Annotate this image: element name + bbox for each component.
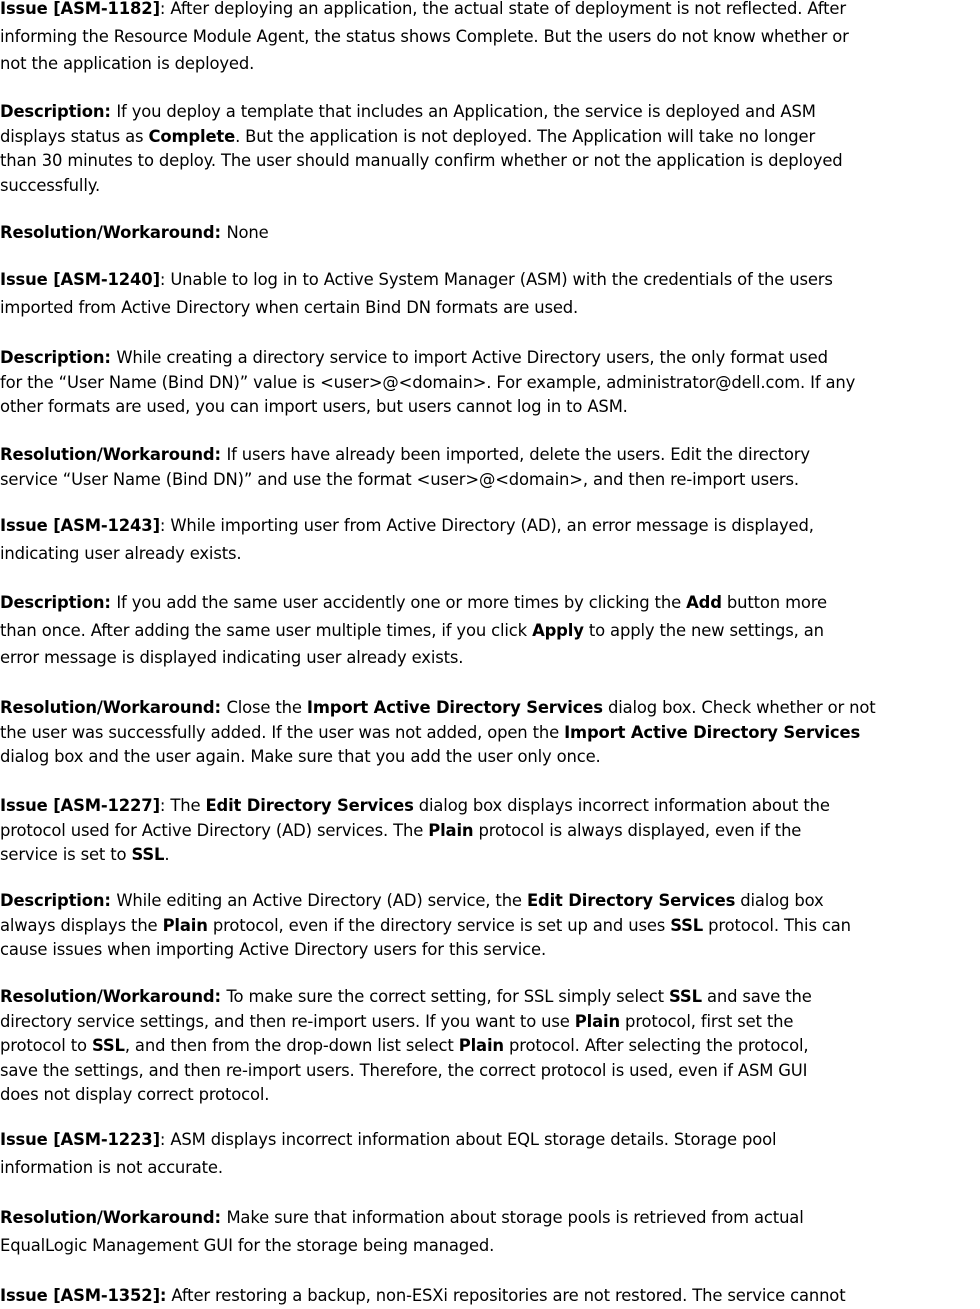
text-run: protocol. After selecting the protocol, [503, 1036, 809, 1055]
bold-text-run: Import Active Directory Services [306, 698, 603, 717]
text-line [0, 174, 980, 199]
text-run: protocol used for Active Directory (AD) services. The [0, 820, 429, 840]
text-line [0, 819, 980, 844]
text-run: . [164, 845, 170, 864]
bold-text-run: Issue [ASM-1227] [0, 796, 160, 815]
description-paragraph [0, 100, 980, 198]
text-line [0, 514, 980, 542]
bold-text-run: Plain [458, 1036, 504, 1055]
text-run: : Unable to log in to Active System Manager (ASM) with the credentials of the users [159, 270, 833, 289]
bold-text-run: Issue [ASM-1182] [0, 0, 160, 18]
text-line [0, 25, 980, 53]
text-line [0, 125, 980, 150]
text-run: information is not accurate. [0, 1157, 223, 1177]
text-run: displays status as [0, 126, 149, 146]
text-line [0, 221, 980, 246]
text-run: Close the [226, 698, 307, 717]
text-run: service is set to [0, 845, 132, 864]
text-run: If you add the same user accidently one or more times by clicking the [116, 593, 687, 612]
text-line [0, 1156, 980, 1184]
text-line [0, 346, 980, 371]
bold-text-run: Description: [0, 891, 117, 910]
issue-asm-1352-paragraph [0, 1284, 980, 1309]
text-run: : While importing user from Active Directory (AD), an error message is displayed, [159, 516, 814, 535]
text-line [0, 794, 980, 819]
resolution-paragraph [0, 221, 980, 246]
issue-asm-1182-paragraph [0, 0, 980, 80]
bold-text-run: Plain [428, 820, 474, 840]
text-line [0, 468, 980, 493]
resolution-paragraph [0, 985, 980, 1108]
text-run: not the application is deployed. [0, 54, 255, 73]
text-line [0, 619, 980, 647]
text-line [0, 0, 980, 25]
text-line [0, 443, 980, 468]
resolution-paragraph [0, 696, 980, 770]
bold-text-run: Complete [148, 126, 236, 146]
text-run: If users have already been imported, delete the users. Edit the directory [226, 445, 810, 464]
text-line [0, 985, 980, 1010]
text-run: EqualLogic Management GUI for the storage being managed. [0, 1235, 495, 1255]
text-run: While creating a directory service to import Active Directory users, the only format used [116, 348, 828, 367]
bold-text-run: Edit Directory Services [526, 891, 736, 910]
text-line [0, 1206, 980, 1234]
text-line [0, 52, 980, 80]
bold-text-run: Edit Directory Services [205, 796, 414, 815]
text-line [0, 843, 980, 868]
text-line [0, 296, 980, 324]
text-line [0, 395, 980, 420]
text-run: : After deploying an application, the actual state of deployment is not reflected. After [159, 0, 846, 18]
text-run: than 30 minutes to deploy. The user should manually confirm whether or not the application is deployed [0, 151, 843, 170]
text-run: dialog box. Check whether or not [602, 698, 876, 717]
description-paragraph [0, 889, 980, 963]
text-run: directory service settings, and then re-import users. If you want to use [0, 1011, 575, 1031]
text-line [0, 591, 980, 619]
text-run: After restoring a backup, non-ESXi repositories are not restored. The service cannot [166, 1286, 846, 1305]
text-run: successfully. [0, 175, 101, 195]
text-run: service “User Name (Bind DN)” and use the format <user>@<domain>, and then re-import users. [0, 469, 799, 489]
bold-text-run: Import Active Directory Services [564, 722, 861, 742]
text-line [0, 100, 980, 125]
bold-text-run: Issue [ASM-1240] [0, 270, 160, 289]
text-line [0, 1010, 980, 1035]
text-run: cause issues when importing Active Directory users for this service. [0, 940, 547, 959]
text-line [0, 149, 980, 174]
text-run: To make sure the correct setting, for SSL simply select [226, 987, 670, 1006]
text-run: button more [721, 593, 827, 612]
text-run: does not display correct protocol. [0, 1085, 270, 1104]
bold-text-run: Resolution/Workaround: [0, 987, 227, 1006]
issue-asm-1240-paragraph [0, 268, 980, 323]
text-run: , and then from the drop-down list select [124, 1036, 459, 1055]
bold-text-run: Resolution/Workaround: [0, 698, 227, 717]
bold-text-run: SSL [669, 987, 702, 1006]
text-run: protocol. This can [703, 915, 851, 935]
text-line [0, 542, 980, 570]
text-run: the user was successfully added. If the user was not added, open the [0, 722, 565, 742]
bold-text-run: Resolution/Workaround: [0, 445, 227, 464]
text-run: imported from Active Directory when certain Bind DN formats are used. [0, 297, 579, 317]
text-run: Make sure that information about storage pools is retrieved from actual [226, 1208, 804, 1227]
text-run: . But the application is not deployed. The Application will take no longer [235, 126, 816, 146]
bold-text-run: Issue [ASM-1243] [0, 516, 160, 535]
bold-text-run: Description: [0, 348, 117, 367]
text-run: : The [159, 796, 206, 815]
bold-text-run: Add [686, 593, 722, 612]
text-line [0, 696, 980, 721]
text-run: protocol, first set the [620, 1011, 794, 1031]
text-line [0, 889, 980, 914]
text-run: dialog box [735, 891, 824, 910]
text-run: other formats are used, you can import users, but users cannot log in to ASM. [0, 397, 628, 416]
text-run: indicating user already exists. [0, 543, 242, 563]
text-line [0, 938, 980, 963]
text-line [0, 721, 980, 746]
text-run: to apply the new settings, an [583, 620, 824, 640]
text-run: dialog box displays incorrect information about the [413, 796, 830, 815]
bold-text-run: Issue [ASM-1223] [0, 1130, 160, 1149]
resolution-paragraph [0, 1206, 980, 1261]
text-line [0, 1059, 980, 1084]
issue-asm-1223-paragraph [0, 1128, 980, 1183]
bold-text-run: SSL [131, 845, 165, 864]
bold-text-run: Plain [574, 1011, 620, 1031]
resolution-paragraph [0, 443, 980, 492]
text-run: dialog box and the user again. Make sure that you add the user only once. [0, 747, 601, 766]
text-run: error message is displayed indicating user already exists. [0, 648, 464, 667]
text-line [0, 1034, 980, 1059]
text-run: protocol is always displayed, even if the [473, 820, 802, 840]
bold-text-run: Description: [0, 593, 117, 612]
text-line [0, 914, 980, 939]
text-run: protocol, even if the directory service is set up and uses [207, 915, 671, 935]
text-run: : ASM displays incorrect information about EQL storage details. Storage pool [159, 1130, 777, 1149]
text-run: None [226, 223, 269, 242]
text-run: save the settings, and then re-import users. Therefore, the correct protocol is used, even if ASM GUI [0, 1060, 808, 1080]
text-run: protocol to [0, 1036, 92, 1055]
text-line [0, 1284, 980, 1309]
description-paragraph [0, 591, 980, 674]
text-run: If you deploy a template that includes an Application, the service is deployed and ASM [116, 102, 816, 121]
bold-text-run: Resolution/Workaround: [0, 1208, 227, 1227]
text-run: always displays the [0, 915, 163, 935]
bold-text-run: Resolution/Workaround: [0, 223, 227, 242]
issue-asm-1227-paragraph [0, 794, 980, 868]
text-line [0, 371, 980, 396]
text-line [0, 745, 980, 770]
text-line [0, 268, 980, 296]
text-run: While editing an Active Directory (AD) service, the [116, 891, 527, 910]
text-run: and save the [701, 987, 812, 1006]
text-run: informing the Resource Module Agent, the status shows Complete. But the users do not know whether or [0, 26, 849, 46]
bold-text-run: Description: [0, 102, 117, 121]
text-line [0, 1234, 980, 1262]
text-line [0, 1128, 980, 1156]
bold-text-run: Plain [162, 915, 208, 935]
text-line [0, 1083, 980, 1108]
bold-text-run: SSL [91, 1036, 125, 1055]
bold-text-run: Issue [ASM-1352]: [0, 1286, 167, 1305]
text-run: for the “User Name (Bind DN)” value is <user>@<domain>. For example, administrator@dell.com. If any [0, 372, 856, 392]
text-run: than once. After adding the same user multiple times, if you click [0, 620, 533, 640]
description-paragraph [0, 346, 980, 420]
text-line [0, 646, 980, 674]
bold-text-run: SSL [670, 915, 704, 935]
bold-text-run: Apply [532, 620, 584, 640]
issue-asm-1243-paragraph [0, 514, 980, 569]
